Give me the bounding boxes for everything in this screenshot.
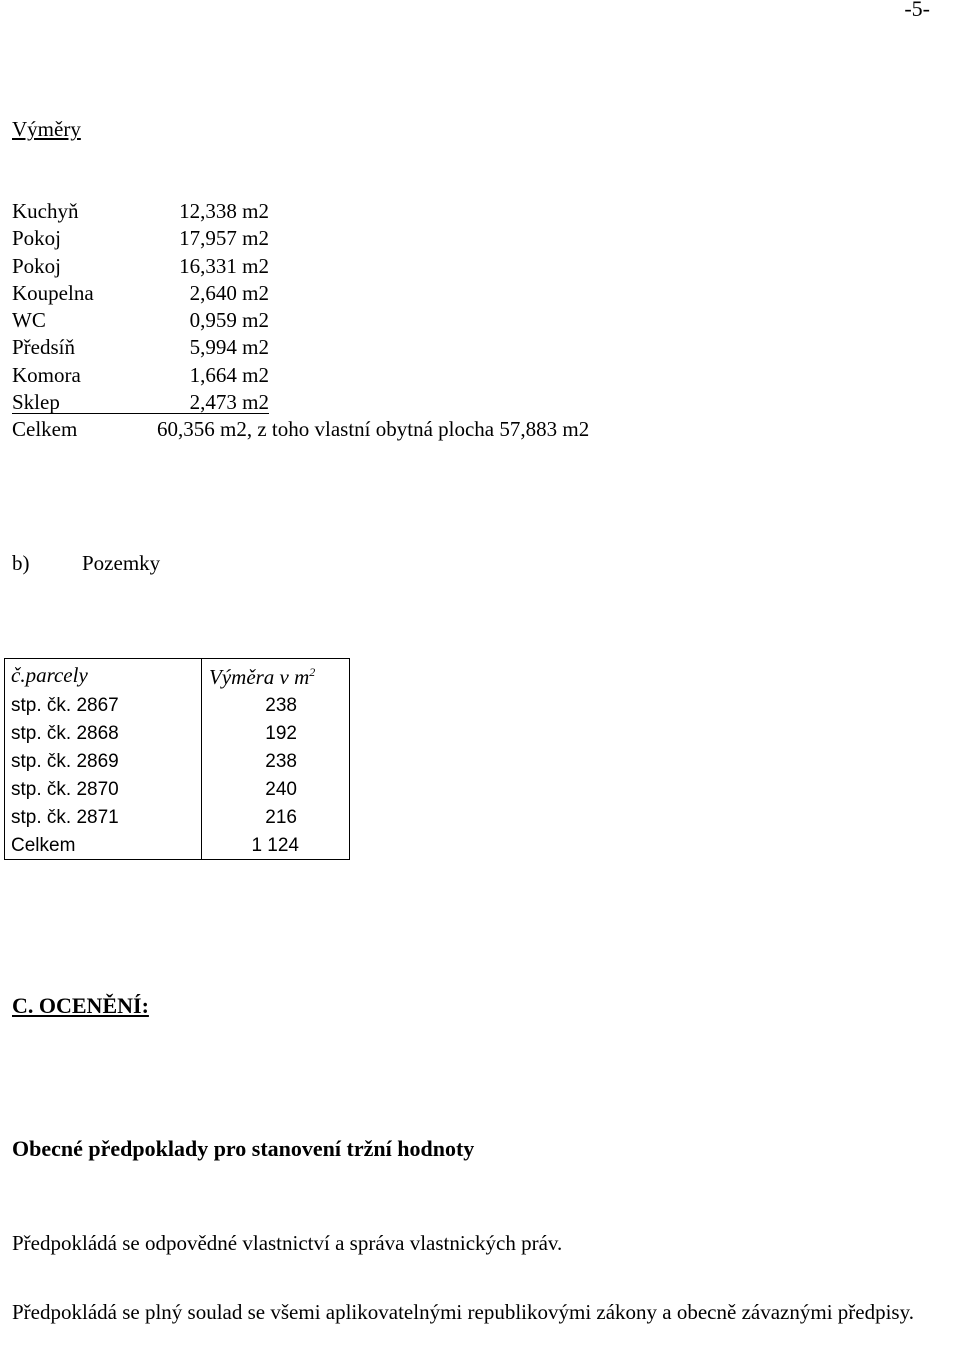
list-item — [12, 225, 712, 252]
section-b-label: b) — [12, 551, 30, 575]
paragraph-ownership: Předpokládá se odpovědné vlastnictví a správa vlastnických práv. — [12, 1231, 563, 1255]
area-cell: 192 — [265, 722, 297, 744]
list-item — [12, 389, 712, 416]
table-row — [5, 803, 350, 831]
column-header-area — [202, 659, 350, 692]
paragraph-compliance: Předpokládá se plný soulad se všemi aplikovatelnými republikovými zákony a obecně závaznými předpisy. — [12, 1300, 914, 1324]
list-item — [12, 334, 712, 361]
column-header-area-sup: 2 — [309, 665, 316, 679]
room-name: Pokoj — [12, 226, 62, 251]
room-area: 12,338 m2 — [179, 199, 269, 223]
area-cell: 238 — [265, 694, 297, 716]
table-header-row — [5, 659, 350, 692]
page-number: -5- — [904, 0, 930, 21]
area-cell: 216 — [265, 806, 297, 828]
room-area: 2,640 m2 — [189, 280, 269, 305]
parcel-cell: stp. čk. 2867 — [5, 691, 202, 719]
table-total-row — [5, 831, 350, 860]
rooms-total-row — [12, 416, 712, 443]
column-header-area-text: Výměra v m — [209, 665, 310, 689]
parcel-cell: stp. čk. 2871 — [5, 803, 202, 831]
table-row — [5, 747, 350, 775]
parcels-table — [4, 658, 350, 860]
room-area: 2,473 m2 — [189, 390, 269, 415]
list-item — [12, 307, 712, 334]
room-name: WC — [12, 308, 46, 333]
rooms-total-label: Celkem — [12, 417, 78, 442]
area-cell: 238 — [265, 750, 297, 772]
rooms-total-text: 60,356 m2, z toho vlastní obytná plocha 57,883 m2 — [157, 417, 590, 442]
column-header-parcel: č.parcely — [5, 659, 202, 692]
room-name: Předsíň — [12, 335, 75, 360]
section-c-heading: C. OCENĚNÍ: — [12, 993, 149, 1018]
section-b-title: Pozemky — [82, 551, 161, 575]
room-area: 17,957 m2 — [179, 226, 269, 251]
parcel-cell: stp. čk. 2870 — [5, 775, 202, 803]
room-area: 16,331 m2 — [179, 253, 269, 278]
room-name: Koupelna — [12, 280, 94, 305]
room-name: Sklep — [12, 390, 60, 415]
table-row — [5, 775, 350, 803]
room-name: Pokoj — [12, 253, 62, 278]
list-item — [12, 362, 712, 389]
room-area: 1,664 m2 — [189, 362, 269, 387]
room-area: 5,994 m2 — [189, 335, 269, 360]
list-item — [12, 198, 712, 225]
parcels-total-area: 1 124 — [251, 834, 299, 856]
parcel-cell: stp. čk. 2868 — [5, 719, 202, 747]
room-name: Komora — [12, 362, 81, 387]
table-row — [5, 719, 350, 747]
sum-divider-line — [12, 413, 269, 414]
section-heading-vymery: Výměry — [12, 117, 81, 141]
room-name: Kuchyň — [12, 199, 79, 223]
list-item — [12, 280, 712, 307]
table-row — [5, 691, 350, 719]
assumptions-title: Obecné předpoklady pro stanovení tržní hodnoty — [12, 1136, 475, 1161]
room-areas-list — [12, 198, 712, 444]
room-area: 0,959 m2 — [189, 308, 269, 333]
parcel-cell: stp. čk. 2869 — [5, 747, 202, 775]
parcels-total-label: Celkem — [5, 831, 202, 860]
area-cell: 240 — [265, 778, 297, 800]
list-item — [12, 253, 712, 280]
